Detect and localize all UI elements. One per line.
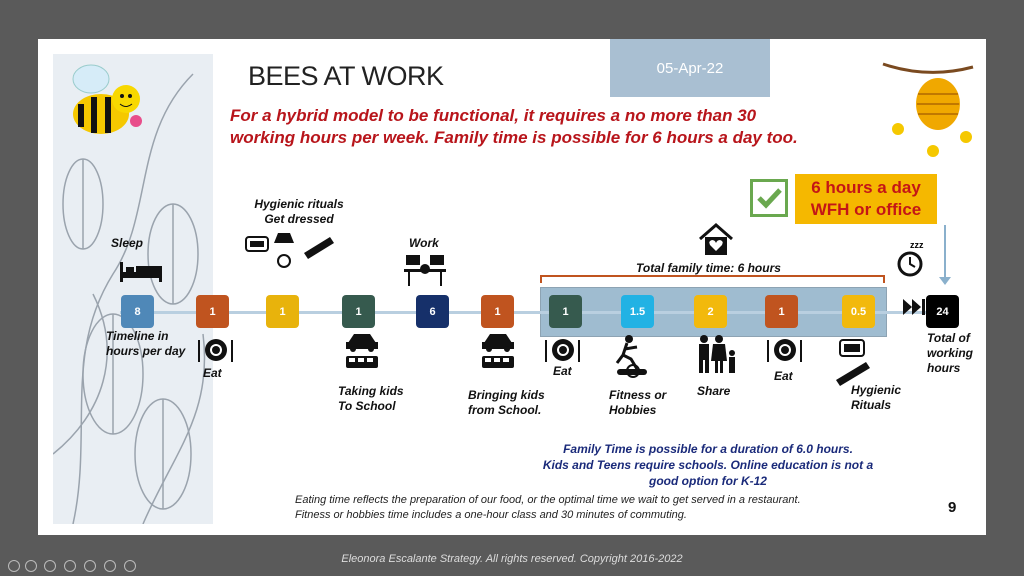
callout-box — [795, 174, 937, 224]
zoom-icon[interactable] — [84, 560, 96, 572]
timeline-axis — [120, 311, 930, 314]
timeline-box: 1 — [342, 295, 375, 328]
bed-icon — [118, 258, 164, 287]
note-line: Kids and Teens require schools. Online education is not a — [542, 458, 874, 472]
date-box — [610, 39, 770, 97]
timeline-box: 1 — [481, 295, 514, 328]
timeline-box: 1 — [196, 295, 229, 328]
axis-label-line: Timeline in — [106, 329, 169, 343]
car-icon — [344, 331, 380, 376]
alarm-clock-icon — [896, 238, 926, 285]
headline-line: working hours per week. Family time is possible for 6 hours a day too. — [230, 128, 798, 147]
hygienic-rituals-line: Hygienic — [851, 383, 902, 397]
callout-arrow-head — [939, 277, 951, 285]
subtitles-icon[interactable] — [104, 560, 116, 572]
note-line: Family Time is possible for a duration of 6.0 hours. — [563, 442, 853, 456]
label-eat-1: Eat — [203, 366, 222, 380]
previous-slide-button[interactable] — [8, 560, 20, 572]
footnote-line: Fitness or hobbies time includes a one-hour class and 30 minutes of commuting. — [295, 509, 687, 521]
label-fitness — [609, 388, 666, 418]
beehive-icon — [878, 59, 978, 164]
label-hygienic-rituals — [851, 383, 901, 413]
timeline-box: 8 — [121, 295, 154, 328]
total-label-line: hours — [927, 361, 961, 375]
label-sleep: Sleep — [111, 236, 144, 250]
svg-text:zzz: zzz — [910, 240, 924, 250]
timeline-box: 24 — [926, 295, 959, 328]
checkbox-icon — [750, 179, 788, 217]
hygienic-rituals-line: Rituals — [851, 398, 892, 412]
timeline-box: 1 — [765, 295, 798, 328]
family-time-bracket — [540, 275, 885, 283]
fitness-line: Fitness or — [609, 388, 667, 402]
family-note — [508, 441, 908, 489]
car-bus-icon — [480, 331, 516, 376]
family-icon — [695, 335, 737, 380]
timeline-box: 1.5 — [621, 295, 654, 328]
exercise-bike-icon — [615, 335, 649, 388]
slide-title: BEES AT WORK — [248, 61, 444, 91]
headline-line: For a hybrid model to be functional, it requires a no more than 30 — [230, 106, 757, 125]
label-hygiene — [254, 197, 344, 227]
callout-line: 6 hours a day — [811, 178, 921, 197]
hygiene-line: Hygienic rituals — [254, 197, 344, 211]
date-text: 05-Apr-22 — [656, 59, 724, 77]
total-label — [927, 331, 973, 376]
slide — [38, 39, 986, 535]
bring-kids-line: Bringing kids — [468, 388, 545, 402]
fast-forward-icon — [903, 299, 927, 320]
label-work: Work — [409, 236, 439, 250]
timeline-box: 2 — [694, 295, 727, 328]
label-eat-3: Eat — [774, 369, 793, 383]
total-label-line: Total of — [927, 331, 970, 345]
plate-cutlery-icon — [196, 337, 236, 368]
house-heart-icon — [696, 221, 736, 262]
kids-school-line: Taking kids — [338, 384, 404, 398]
work-desk-icon — [404, 251, 446, 292]
label-bring-kids — [468, 388, 545, 418]
label-share: Share — [697, 384, 731, 398]
total-label-line: working — [927, 346, 974, 360]
page-number: 9 — [948, 499, 957, 516]
timeline-axis-label — [106, 329, 185, 359]
kids-school-line: To School — [338, 399, 396, 413]
more-options-icon[interactable] — [124, 560, 136, 572]
note-line: good option for K-12 — [649, 474, 767, 488]
pen-tool-icon[interactable] — [44, 560, 56, 572]
plate-cutlery-icon — [765, 337, 805, 368]
fitness-line: Hobbies — [609, 403, 657, 417]
slide-grid-icon[interactable] — [64, 560, 76, 572]
family-time-label: Total family time: 6 hours — [636, 261, 781, 275]
headline — [230, 105, 870, 149]
footnote — [295, 493, 801, 523]
timeline-box: 6 — [416, 295, 449, 328]
footnote-line: Eating time reflects the preparation of our food, or the optimal time we wait to get served in a restaurant. — [295, 494, 801, 506]
timeline-box: 1 — [549, 295, 582, 328]
label-kids-school — [338, 384, 404, 414]
timeline-box: 1 — [266, 295, 299, 328]
label-eat-2: Eat — [553, 364, 572, 378]
callout-line: WFH or office — [810, 200, 922, 219]
copyright-footer: Eleonora Escalante Strategy. All rights reserved. Copyright 2016-2022 — [341, 553, 683, 565]
bring-kids-line: from School. — [468, 403, 542, 417]
bee-mascot-icon — [56, 59, 146, 144]
timeline-box: 0.5 — [842, 295, 875, 328]
callout-arrow — [944, 225, 946, 281]
next-slide-button[interactable] — [25, 560, 37, 572]
axis-label-line: hours per day — [106, 344, 186, 358]
grooming-icons — [244, 225, 339, 280]
hygiene-line: Get dressed — [264, 212, 334, 226]
